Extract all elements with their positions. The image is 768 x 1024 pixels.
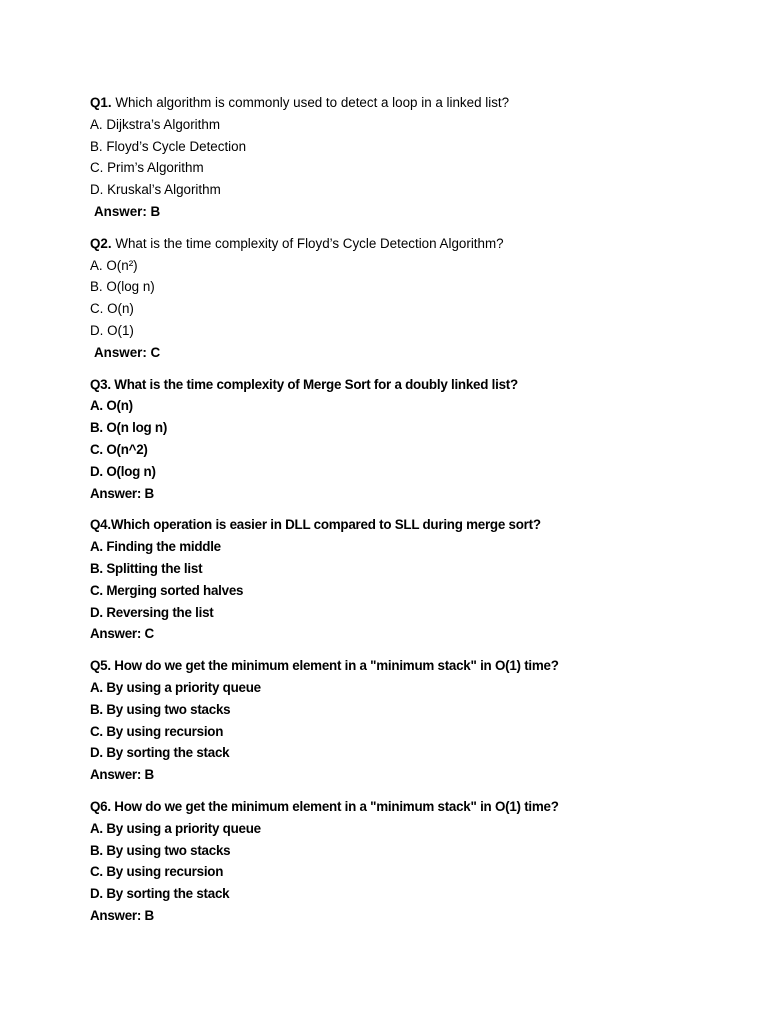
option-b: B. By using two stacks	[90, 701, 231, 717]
question-block-3	[90, 374, 730, 505]
option-a: A. Finding the middle	[90, 539, 221, 555]
quiz-page	[90, 92, 730, 937]
question-3: Q3. What is the time complexity of Merge Sort for a doubly linked list?	[90, 376, 518, 392]
question-6: Q6. How do we get the minimum element in a "minimum stack" in O(1) time?	[90, 798, 559, 814]
question-4: Q4.Which operation is easier in DLL compared to SLL during merge sort?	[90, 517, 541, 533]
option-a: A. O(n²)	[90, 257, 138, 273]
option-a: A. Dijkstra’s Algorithm	[90, 116, 220, 132]
option-d: D. O(1)	[90, 322, 134, 338]
option-a: A. O(n)	[90, 398, 133, 414]
question-1	[90, 92, 730, 114]
option-c: C. O(n^2)	[90, 441, 148, 457]
question-number: Q2.	[90, 235, 112, 251]
question-block-1	[90, 92, 730, 223]
option-c: C. O(n)	[90, 301, 134, 317]
answer: Answer: B	[90, 767, 154, 783]
question-text: Which algorithm is commonly used to detect a loop in a linked list?	[115, 95, 510, 110]
option-d: D. Reversing the list	[90, 604, 214, 620]
answer: Answer: B	[90, 907, 154, 923]
answer: Answer: B	[94, 203, 161, 219]
option-b: B. By using two stacks	[90, 842, 231, 858]
option-c: C. By using recursion	[90, 723, 224, 739]
option-d: D. By sorting the stack	[90, 745, 230, 761]
option-b: B. Floyd’s Cycle Detection	[90, 138, 247, 154]
option-c: C. By using recursion	[90, 864, 224, 880]
question-block-2	[90, 233, 730, 364]
answer: Answer: C	[90, 626, 154, 642]
answer: Answer: C	[94, 344, 161, 360]
option-b: B. O(log n)	[90, 279, 155, 295]
question-2	[90, 233, 730, 255]
option-a: A. By using a priority queue	[90, 679, 261, 695]
question-block-5	[90, 655, 730, 786]
question-5: Q5. How do we get the minimum element in a "minimum stack" in O(1) time?	[90, 658, 559, 674]
question-number: Q1.	[90, 95, 112, 110]
option-b: B. Splitting the list	[90, 560, 203, 576]
option-d: D. Kruskal’s Algorithm	[90, 182, 221, 198]
question-text: What is the time complexity of Floyd’s Cycle Detection Algorithm?	[115, 235, 504, 251]
option-c: C. Prim’s Algorithm	[90, 160, 204, 176]
answer: Answer: B	[90, 485, 154, 501]
question-block-4	[90, 514, 730, 645]
question-block-6	[90, 796, 730, 927]
option-d: D. By sorting the stack	[90, 886, 230, 902]
option-d: D. O(log n)	[90, 463, 156, 479]
option-b: B. O(n log n)	[90, 420, 168, 436]
option-a: A. By using a priority queue	[90, 820, 261, 836]
option-c: C. Merging sorted halves	[90, 582, 244, 598]
